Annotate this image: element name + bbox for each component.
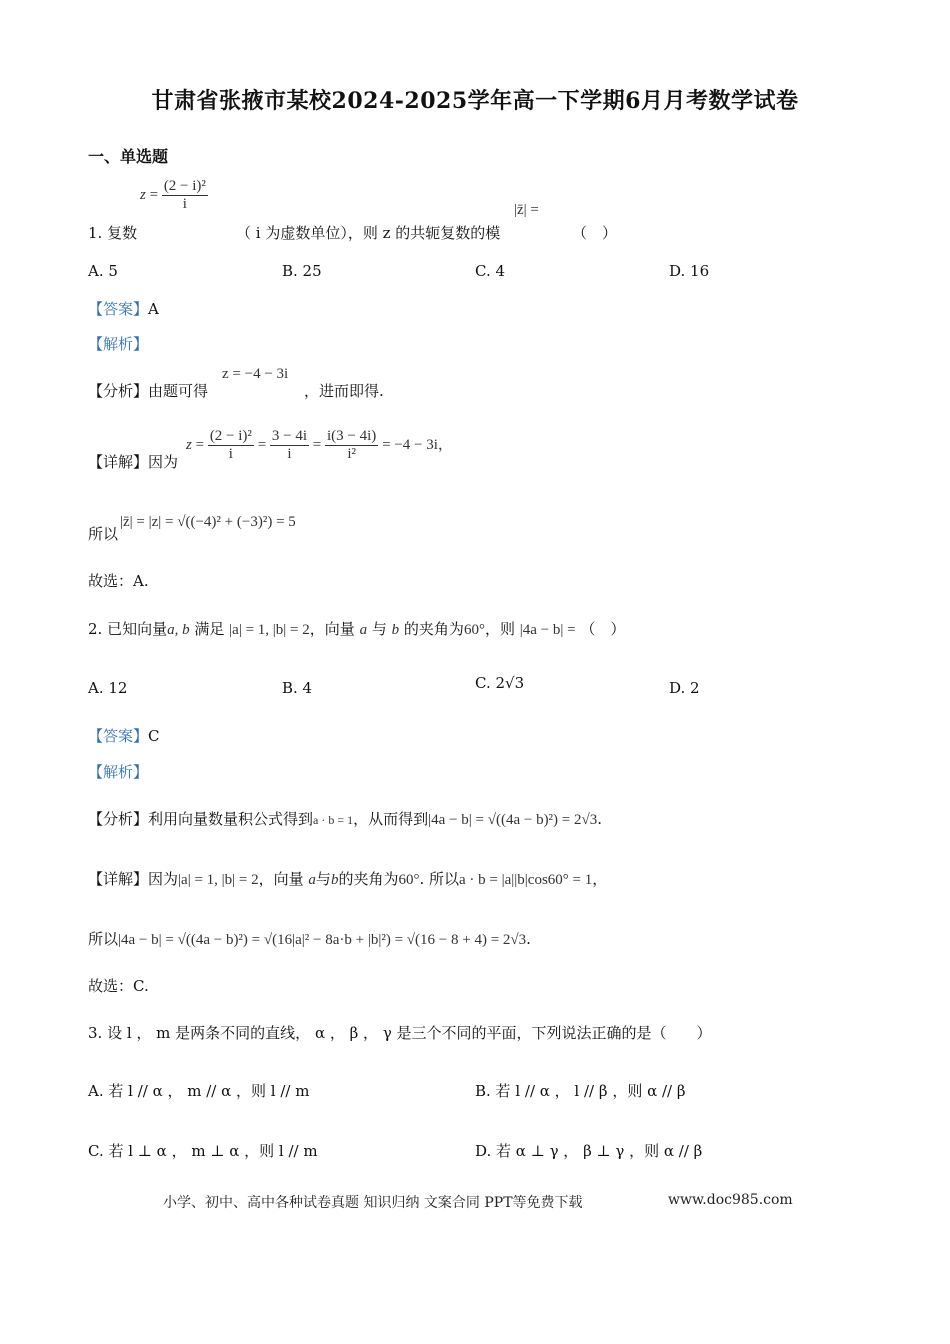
detail-end: ， xyxy=(592,870,608,888)
q1-option-a: A. 5 xyxy=(88,262,118,280)
q2-yu: 与 xyxy=(371,620,387,638)
answer-value: A xyxy=(148,300,159,318)
q2-ask: |4a − b| = xyxy=(519,622,576,638)
detail-a: a xyxy=(308,872,316,888)
detail-angle: 60° xyxy=(398,872,420,888)
q1-therefore-formula: |z̄| = |z| = √((−4)² + (−3)²) = 5 xyxy=(120,514,296,530)
detail-tag: 【详解】 xyxy=(88,453,149,471)
q1-analysis-formula: z = −4 − 3i xyxy=(222,366,289,382)
q2-option-b: B. 4 xyxy=(282,679,313,697)
analysis-tag: 【分析】 xyxy=(88,810,149,828)
answer-value: C xyxy=(148,727,160,745)
q1-question-mid: （ i 为虚数单位），则 z 的共轭复数的模 xyxy=(236,224,501,242)
q3-stem: 3. 设 l ， m 是两条不同的直线， α ， β ， γ 是三个不同的平面，下列说法正确的是（ ） xyxy=(88,1024,712,1042)
q2-answer xyxy=(88,725,160,746)
answer-tag: 【答案】 xyxy=(88,727,149,745)
q2-option-a: A. 12 xyxy=(88,679,128,697)
q2-vars: a, b xyxy=(167,622,190,638)
q2-a: a xyxy=(359,622,368,638)
detail-mid: ，向量 xyxy=(258,870,304,888)
q2-cond: |a| = 1, |b| = 2 xyxy=(229,622,310,638)
q1-formula: z = $\frac{\text{(2 − i)²}}{i}$ xyxy=(140,178,206,212)
q3-option-b: B. 若 l // α ， l // β ，则 α // β xyxy=(475,1082,686,1100)
analysis-tag: 【分析】 xyxy=(88,382,149,400)
answer-tag: 【答案】 xyxy=(88,300,149,318)
footer-link[interactable]: www.doc985.com xyxy=(668,1192,793,1208)
analysis-text: 由题可得 xyxy=(148,382,209,400)
analysis-formula-1: a · b = 1 xyxy=(313,813,354,827)
analysis-text: 利用向量数量积公式得到 xyxy=(148,810,314,828)
detail-formula: a · b = |a||b|cos60° = 1 xyxy=(459,872,593,888)
q2-angle: 60° xyxy=(463,622,485,638)
detail-text: 因为 xyxy=(148,453,179,471)
q1-therefore: 所以 xyxy=(88,525,119,543)
q2-option-d: D. 2 xyxy=(669,679,700,697)
q1-analysis-end: ，进而即得. xyxy=(304,382,384,400)
detail-end: ， xyxy=(437,436,453,453)
q1-paren: （ ） xyxy=(572,224,618,242)
q1-choice: 故选：A. xyxy=(88,572,149,590)
detail-cond: |a| = 1, |b| = 2 xyxy=(178,872,259,888)
q1-option-d: D. 16 xyxy=(669,262,710,280)
q2-mid3: 的夹角为 xyxy=(403,620,464,638)
footer-ad-text: 小学、初中、高中各种试卷真题 知识归纳 文案合同 PPT等免费下载 xyxy=(163,1195,583,1211)
therefore-end: . xyxy=(526,930,531,948)
q3-option-c: C. 若 l ⊥ α ， m ⊥ α ，则 l // m xyxy=(88,1142,318,1160)
q1-modulus: |z̄| = xyxy=(514,202,539,218)
detail-mid2: 的夹角为 xyxy=(338,870,399,888)
q2-b: b xyxy=(391,622,400,638)
q1-prefix: 1. 复数 xyxy=(88,224,138,242)
therefore-label: 所以 xyxy=(88,930,119,948)
q2-option-c: C. 2√3 xyxy=(475,674,525,692)
q3-option-d: D. 若 α ⊥ γ ， β ⊥ γ ，则 α // β xyxy=(475,1142,703,1160)
detail-tag: 【详解】 xyxy=(88,870,149,888)
q2-paren: （ ） xyxy=(580,620,626,638)
q2-mid1: 满足 xyxy=(194,620,225,638)
q2-analysis xyxy=(88,808,602,829)
analysis-formula-2: |4a − b| = √((4a − b)²) = 2√3 xyxy=(428,812,598,828)
detail-mid3: 所以 xyxy=(429,870,460,888)
analysis-mid: ，从而得到 xyxy=(353,810,429,828)
q2-stem xyxy=(88,618,625,639)
q1-detail-formula: z = $\frac{\text{(2 − i)²}}{i}$ = $\frac{3 - 4i}{i}$ = $\frac{i(3 - 4i)}{\text{i²}}$ = −4 − 3i， xyxy=(186,428,453,462)
q2-prefix: 2. 已知向量 xyxy=(88,620,168,638)
q2-detail: 【详解】因为|a| = 1, |b| = 2，向量 a与b的夹角为60°. 所以a · b = |a||b|cos60° = 1， xyxy=(88,870,608,888)
q2-jiexi-tag: 【解析】 xyxy=(88,763,149,781)
section-heading: 一、单选题 xyxy=(88,147,169,166)
q1-detail xyxy=(88,451,178,472)
q1-option-c: C. 4 xyxy=(475,262,506,280)
q2-choice: 故选：C. xyxy=(88,977,149,995)
q2-mid4: ，则 xyxy=(484,620,515,638)
therefore-formula: |4a − b| = √((4a − b)²) = √(16|a|² − 8a·b + |b|²) = √(16 − 8 + 4) = 2√3 xyxy=(118,932,527,948)
q2-therefore xyxy=(88,928,531,949)
detail-text: 因为 xyxy=(148,870,179,888)
analysis-end: . xyxy=(597,810,603,828)
detail-yu: 与 xyxy=(315,870,331,888)
page-title: 甘肃省张掖市某校2024-2025学年高一下学期6月月考数学试卷 xyxy=(151,88,799,114)
detail-b: b xyxy=(330,872,339,888)
q1-analysis xyxy=(88,380,208,401)
q2-mid2: ，向量 xyxy=(309,620,355,638)
q1-answer xyxy=(88,298,159,319)
q3-option-a: A. 若 l // α ， m // α ，则 l // m xyxy=(88,1082,310,1100)
q1-jiexi-tag: 【解析】 xyxy=(88,335,149,353)
q1-option-b: B. 25 xyxy=(282,262,322,280)
